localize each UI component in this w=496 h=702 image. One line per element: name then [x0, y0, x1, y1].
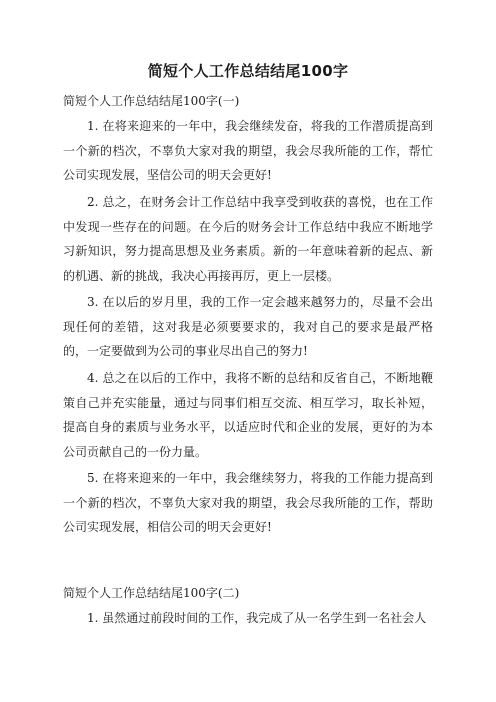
paragraph-3: 3. 在以后的岁月里，我的工作一定会越来越努力的，尽量不会出现任何的差错，这对我是必须要要求的，我对自己的要求是最严格的，一定要做到为公司的事业尽出自己的努力! [63, 295, 433, 359]
paragraph-6: 1. 虽然通过前段时间的工作，我完成了从一名学生到一名社会人 [87, 611, 427, 625]
document-title: 简短个人工作总结结尾100字 [147, 62, 349, 80]
section-heading-2: 简短个人工作总结结尾100字(二) [63, 586, 240, 600]
paragraph-1: 1. 在将来迎来的一年中，我会继续发奋，将我的工作潜质提高到一个新的档次，不辜负大家对我的期望，我会尽我所能的工作，帮忙公司实现发展，坚信公司的明天会更好! [63, 119, 433, 183]
section-heading-1: 简短个人工作总结结尾100字(一) [63, 94, 240, 108]
paragraph-2: 2. 总之，在财务会计工作总结中我享受到收获的喜悦，也在工作中发现一些存在的问题。在今后的财务会计工作总结中我应不断地学习新知识，努力提高思想及业务素质。新的一年意味着新的起点、新的机遇、新的挑战，我决心再接再厉，更上一层楼。 [63, 195, 433, 284]
paragraph-4: 4. 总之在以后的工作中，我将不断的总结和反省自己，不断地鞭策自己并充实能量，通过与同事们相互交流、相互学习，取长补短，提高自身的素质与业务水平，以适应时代和企业的发展，更好的为本公司贡献自己的一份力量。 [63, 371, 433, 460]
paragraph-5: 5. 在将来迎来的一年中，我会继续努力，将我的工作能力提高到一个新的档次，不辜负大家对我的期望，我会尽我所能的工作，帮助公司实现发展，相信公司的明天会更好! [63, 471, 433, 535]
